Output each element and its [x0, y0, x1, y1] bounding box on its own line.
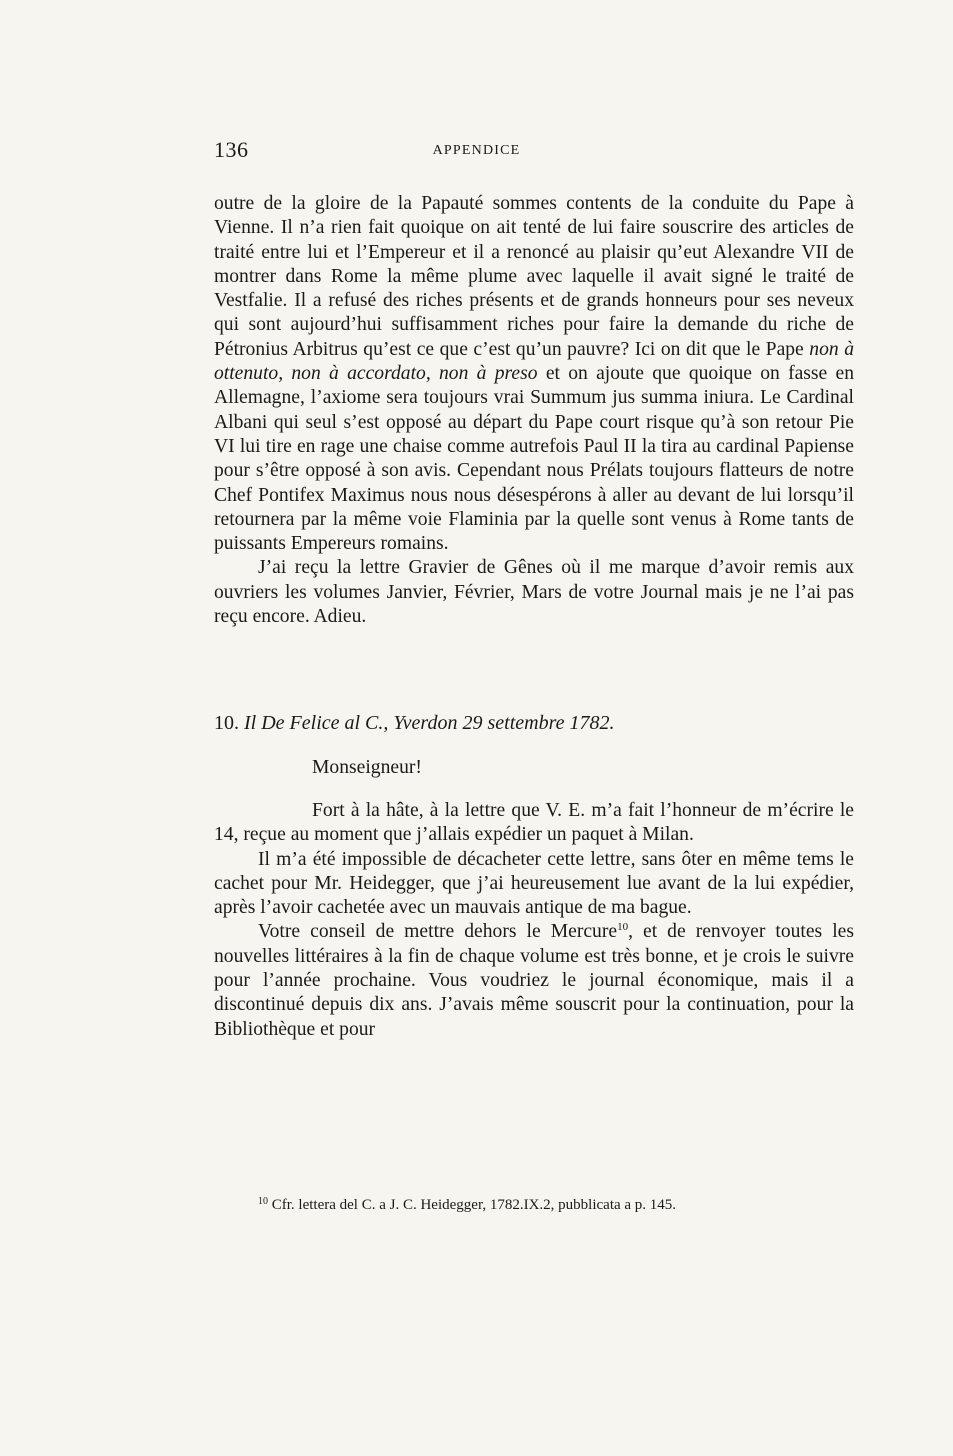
text-run: , et de renvoyer toutes les nouvelles littéraires à la fin de chaque volume est très bonne, et je crois le suivre pour l’année prochaine. Vous voudriez le journal économique, mais il a discontinué depuis dix ans. J’avais même souscrit pour la continuation, pour la Bibliothèque et pour [214, 921, 854, 1040]
footnote-mark: 10 [258, 1196, 268, 1207]
footnote [258, 1192, 676, 1215]
letter10-paragraph-2: Il m’a été impossible de décacheter cette lettre, sans ôter en même tems le cachet pour Mr. Heidegger, que j’ai heureusement lue avant de la lui expédier, après l’avoir cachetée avec un mauvais antique de ma bague. [214, 848, 854, 919]
letter-title: Il De Felice al C., Yverdon 29 settembre 1782. [244, 712, 615, 735]
letter-number: 10. [214, 712, 239, 735]
text-run: outre de la gloire de la Papauté sommes contents de la conduite du Pape à Vienne. Il n’a rien fait quoique on ait tenté de lui faire souscrire des articles de traité entre lui et l’Empereur et il a renoncé au plaisir qu’eut Alexandre VII de montrer dans Rome la même plume avec laquelle il avait signé le traité de Vestfalie. Il a refusé des riches présents et de grands honneurs pour ses neveux qui sont aujourd’hui suffisamment riches pour faire la demande du riche de Pétronius Arbitrus qu’est ce que c’est qu’un pauvre? Ici on dit que le Pape [214, 193, 854, 360]
letter10-paragraph-3 [214, 920, 854, 1041]
main-text [214, 192, 854, 1042]
text-run: Votre conseil de mettre dehors le Mercure [258, 921, 618, 943]
letter10-heading [214, 711, 854, 735]
text-run: et on ajoute que quoique on fasse en Allemagne, l’axiome sera toujours vrai Summum jus summa iniura. Le Cardinal Albani qui seul s’est opposé au départ du Pape court risque qu’à son retour Pie VI lui tire en rage une chaise comme autrefois Paul II la tira au cardinal Papiense pour s’être opposé à son avis. Cependant nous Prélats toujours flatteurs de notre Chef Pontifex Maximus nous nous désespérons à aller au devant de lui lorsqu’il retournera par la même voie Flaminia par la quelle sont venus à Rome tants de puissants Empereurs romains. [214, 363, 855, 555]
page-number: 136 [214, 137, 249, 162]
footnote-text: Cfr. lettera del C. a J. C. Heidegger, 1782.IX.2, pubblicata a p. 145. [271, 1197, 677, 1213]
letter10-paragraph-1: Fort à la hâte, à la lettre que V. E. m’a fait l’honneur de m’écrire le 14, reçue au moment que j’allais expédier un paquet à Milan. [214, 799, 854, 846]
letter9-paragraph-2: J’ai reçu la lettre Gravier de Gênes où il me marque d’avoir remis aux ouvriers les volumes Janvier, Février, Mars de votre Journal mais je ne l’ai pas reçu encore. Adieu. [214, 557, 854, 628]
italic-quote: non à ottenuto, non à accordato, non à preso [214, 338, 854, 385]
running-head: APPENDICE [432, 143, 521, 158]
salutation: Monseigneur! [312, 756, 422, 778]
footnote-reference: 10 [617, 921, 629, 934]
letter9-paragraph-1 [214, 192, 854, 556]
